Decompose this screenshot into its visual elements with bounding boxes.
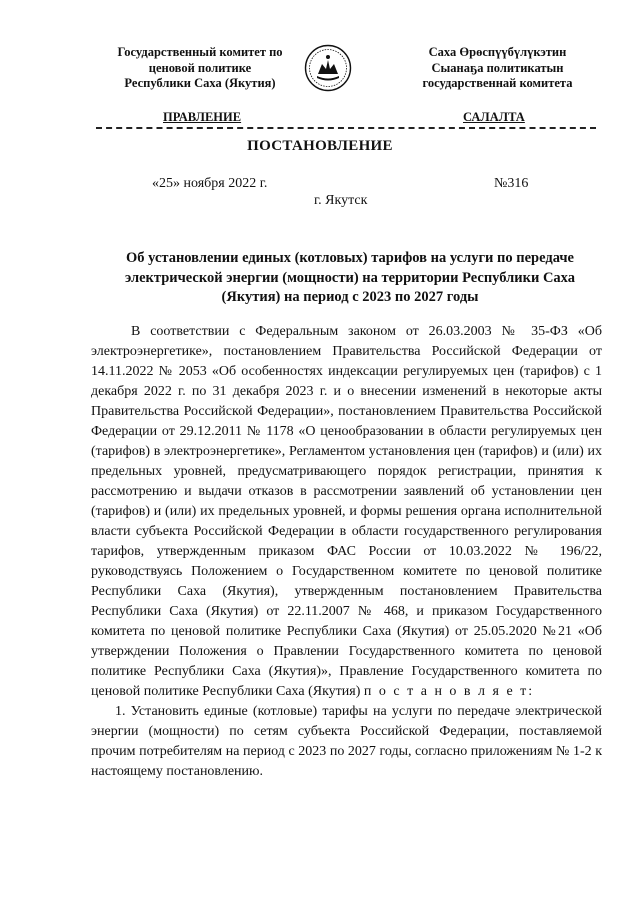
document-number: №316 [494, 176, 529, 191]
coat-of-arms-emblem-icon [304, 44, 352, 92]
header-left-line: ценовой политике [148, 60, 252, 75]
document-subject [100, 249, 600, 308]
header-right-line: Саха Өрөспүүбүлүкэтин [428, 45, 567, 59]
header-divider [96, 127, 596, 129]
department-left: ПРАВЛЕНИЕ [163, 110, 242, 124]
header-right-line: государственнай комитета [422, 76, 573, 90]
header-left-line: Государственный комитет по [117, 45, 283, 59]
preamble-text: В соответствии с Федеральным законом от 26.03.2003 № 35-ФЗ «Об электроэнергетике», постановлением Правительства Российской Федерации от 14.11.2022 № 2053 «Об особенностях индексации регулируемых цен (тарифов) с 1 декабря 2022 г. по 31 декабря 2023 г. и о внесении изменений в некоторые акты Правительства Российской Федерации», постановлением Правительства Российской Федерации от 29.12.2011 № 1178 «О ценообразовании в области регулируемых цен (тарифов) в электроэнергетике», Регламентом установления цен (тарифов) и (или) их предельных уровней, предусматривающего порядок регистрации, принятия к рассмотрению и выдачи отказов в рассмотрении заявлений об установлении цен (тарифов) и (или) их предельных уровней, и формы решения органа исполнительной власти субъекта Российской Федерации в области государственного регулирования тарифов, утвержденным приказом ФАС России от 10.03.2022 № 196/22, руководствуясь Положением о Государственном комитете по ценовой политике Республики Саха (Якутия), утвержденным постановлением Правительства Республики Саха (Якутия) от 22.11.2007 № 468, и приказом Государственного комитета по ценовой политике Республики Саха (Якутия) от 25.05.2020 №21 «Об утверждении Положения о Правлении Государственного комитета по ценовой политике Республики Саха (Якутия)», Правление Государственного комитета по ценовой политике Республики Саха (Якутия) [91, 324, 602, 699]
item-1-paragraph: 1. Установить единые (котловые) тарифы на услуги по передаче электрической энергии (мощности) по сетям субъекта Российской Федерации, поставляемой прочим потребителям на период с 2023 по 2027 годы, согласно приложениям № 1-2 к настоящему постановлению. [91, 704, 602, 779]
header-right-block [395, 45, 600, 92]
document-date: «25» ноября 2022 г. [152, 176, 268, 191]
header-left-line: Республики Саха (Якутия) [124, 76, 276, 90]
department-right: САЛАЛТА [463, 110, 525, 124]
subject-line: Об установлении единых (котловых) тарифов на услуги по передаче [126, 250, 574, 266]
preamble-paragraph [91, 322, 602, 702]
document-city: г. Якутск [314, 193, 368, 208]
subject-line: (Якутия) на период с 2023 по 2027 годы [221, 289, 479, 305]
document-title: ПОСТАНОВЛЕНИЕ [247, 138, 393, 154]
header-left-block [100, 45, 300, 92]
document-body [91, 322, 602, 782]
resolves-text: п о с т а н о в л я е т: [363, 684, 535, 699]
header-right-line: Сыанаҕа политикатын [431, 60, 564, 75]
subject-line: электрической энергии (мощности) на территории Республики Саха [124, 269, 575, 286]
